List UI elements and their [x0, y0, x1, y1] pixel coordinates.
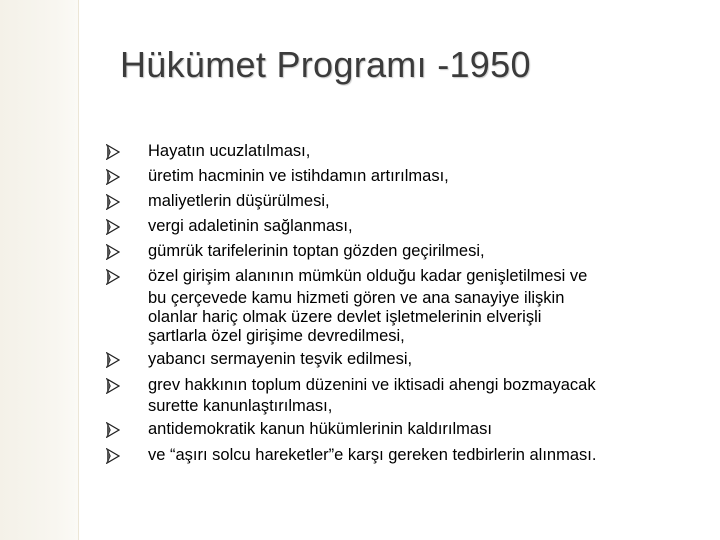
- list-item-text: antidemokratik kanun hükümlerinin kaldırılması: [148, 420, 492, 438]
- arrow-bullet-icon: [106, 244, 120, 260]
- list-item-text: gümrük tarifelerinin toptan gözden geçirilmesi,: [148, 242, 485, 260]
- arrow-bullet-icon: [106, 422, 120, 438]
- arrow-bullet-icon: [106, 269, 120, 285]
- arrow-bullet-icon: [106, 194, 120, 210]
- arrow-bullet-icon: [106, 144, 120, 160]
- arrow-bullet-icon: [106, 352, 120, 368]
- list-item-text: bu çerçevede kamu hizmeti gören ve ana sanayiye ilişkin: [148, 289, 565, 307]
- list-item-text: üretim hacminin ve istihdamın artırılması,: [148, 167, 449, 185]
- side-band-divider: [78, 0, 79, 540]
- list-item-text: surette kanunlaştırılması,: [148, 397, 333, 415]
- decorative-side-band: [0, 0, 78, 540]
- slide-title: Hükümet Programı -1950: [120, 44, 531, 85]
- arrow-bullet-icon: [106, 448, 120, 464]
- list-item-text: ve “aşırı solcu hareketler”e karşı gereken tedbirlerin alınması.: [148, 446, 597, 464]
- arrow-bullet-icon: [106, 378, 120, 394]
- list-item-text: şartlarla özel girişime devredilmesi,: [148, 327, 405, 345]
- list-item-text: grev hakkının toplum düzenini ve iktisadi ahengi bozmayacak: [148, 376, 596, 394]
- arrow-bullet-icon: [106, 219, 120, 235]
- list-item-text: yabancı sermayenin teşvik edilmesi,: [148, 350, 413, 368]
- list-item-text: olanlar hariç olmak üzere devlet işletmelerinin elverişli: [148, 308, 542, 326]
- list-item-text: vergi adaletinin sağlanması,: [148, 217, 353, 235]
- arrow-bullet-icon: [106, 169, 120, 185]
- list-item-text: Hayatın ucuzlatılması,: [148, 142, 311, 160]
- list-item-text: maliyetlerin düşürülmesi,: [148, 192, 330, 210]
- list-item-text: özel girişim alanının mümkün olduğu kadar genişletilmesi ve: [148, 267, 588, 285]
